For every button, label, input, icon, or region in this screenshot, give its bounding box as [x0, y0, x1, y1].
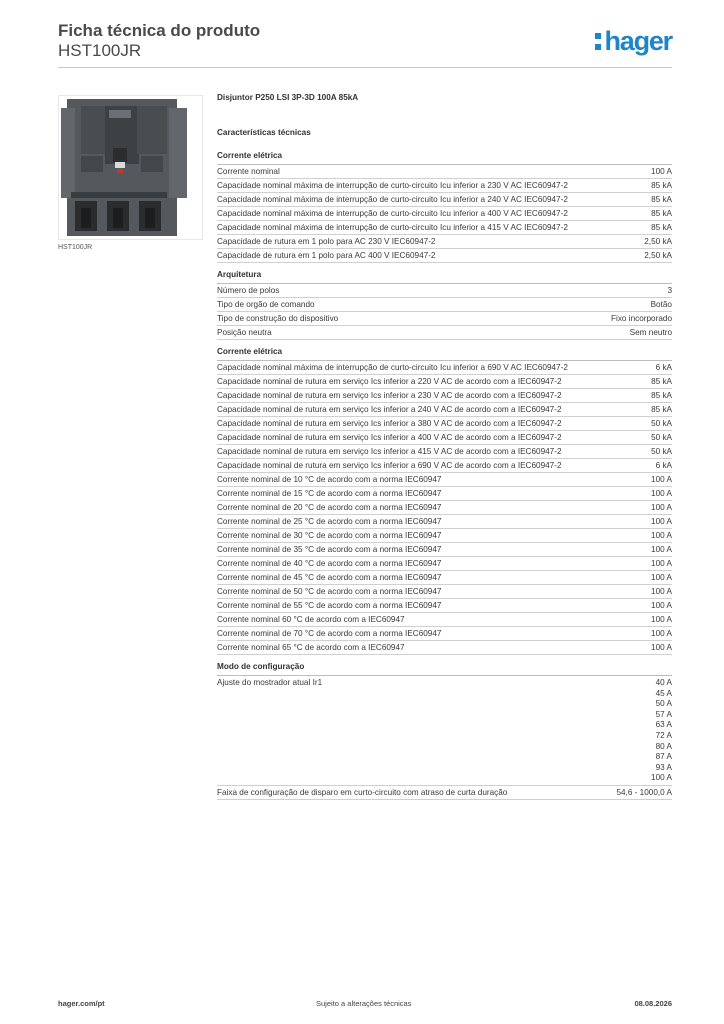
spec-label: Tipo de orgão de comando: [217, 300, 315, 309]
spec-value: Botão: [650, 300, 672, 309]
spec-value: 57 A: [655, 709, 672, 719]
spec-value: 50 kA: [651, 433, 672, 442]
spec-label: Corrente nominal de 25 °C de acordo com a norma IEC60947: [217, 517, 442, 526]
spec-value: Fixo incorporado: [611, 314, 672, 323]
spec-value: 40 A: [655, 678, 672, 687]
spec-label: Corrente nominal de 50 °C de acordo com a norma IEC60947: [217, 587, 442, 596]
spec-value: 2,50 kA: [644, 237, 672, 246]
page-header: [58, 20, 672, 72]
spec-row: [217, 459, 672, 473]
spec-label: Capacidade nominal de rutura em serviço Ics inferior a 690 V AC de acordo com a IEC60947-2: [217, 461, 562, 470]
spec-row: [217, 165, 672, 179]
spec-value: 100 A: [651, 643, 672, 652]
spec-value: 100 A: [651, 489, 672, 498]
spec-value: 85 kA: [651, 405, 672, 414]
spec-row: [217, 417, 672, 431]
spec-group: [217, 662, 672, 800]
spec-value: 85 kA: [651, 209, 672, 218]
spec-label: Corrente nominal de 40 °C de acordo com a norma IEC60947: [217, 559, 442, 568]
spec-value: 50 A: [655, 699, 672, 709]
spec-groups: [217, 151, 672, 800]
spec-value: 100 A: [651, 517, 672, 526]
spec-label: Corrente nominal de 70 °C de acordo com a norma IEC60947: [217, 629, 442, 638]
group-title: Arquitetura: [217, 270, 672, 284]
product-reference: HST100JR: [58, 41, 142, 60]
spec-value: 54,6 - 1000,0 A: [616, 787, 672, 797]
spec-label: Corrente nominal de 55 °C de acordo com a norma IEC60947: [217, 601, 442, 610]
footer-date: 08.08.2026: [634, 999, 672, 1008]
spec-value: 3: [667, 286, 672, 295]
spec-row: [217, 515, 672, 529]
spec-value: 85 kA: [651, 223, 672, 232]
spec-label: Capacidade nominal máxima de interrupção de curto-circuito Icu inferior a 415 V AC IEC60947-2: [217, 223, 568, 232]
spec-row: [217, 641, 672, 655]
spec-label: Capacidade nominal de rutura em serviço Ics inferior a 400 V AC de acordo com a IEC60947-2: [217, 433, 562, 442]
product-image: [58, 95, 203, 240]
product-name: Disjuntor P250 LSI 3P-3D 100A 85kA: [217, 93, 359, 102]
spec-row: [217, 599, 672, 613]
spec-value: 100 A: [651, 559, 672, 568]
spec-label: Ajuste do mostrador atual Ir1: [217, 678, 323, 687]
spec-label: Capacidade nominal de rutura em serviço Ics inferior a 415 V AC de acordo com a IEC60947-2: [217, 447, 562, 456]
spec-row: [217, 221, 672, 235]
spec-value: 100 A: [651, 587, 672, 596]
spec-value: 85 kA: [651, 391, 672, 400]
spec-row: [217, 571, 672, 585]
spec-value: 100 A: [651, 531, 672, 540]
spec-row: [217, 375, 672, 389]
spec-value-list: [651, 678, 672, 784]
spec-row: [217, 585, 672, 599]
spec-value: 93 A: [655, 762, 672, 772]
spec-value: 100 A: [651, 573, 672, 582]
spec-label: Corrente nominal de 45 °C de acordo com a norma IEC60947: [217, 573, 442, 582]
spec-row: [217, 207, 672, 221]
spec-row: [217, 445, 672, 459]
footer-disclaimer: Sujeito a alterações técnicas: [316, 999, 412, 1008]
spec-value: 85 kA: [651, 195, 672, 204]
spec-label: Capacidade de rutura em 1 polo para AC 400 V IEC60947-2: [217, 251, 436, 260]
spec-row: [217, 193, 672, 207]
spec-row: [217, 543, 672, 557]
spec-value: 100 A: [651, 773, 672, 783]
spec-label: Capacidade nominal máxima de interrupção de curto-circuito Icu inferior a 230 V AC IEC60947-2: [217, 181, 568, 190]
spec-row: [217, 361, 672, 375]
spec-row: [217, 613, 672, 627]
spec-row: [217, 312, 672, 326]
spec-value: 50 kA: [651, 447, 672, 456]
spec-value: 100 A: [651, 601, 672, 610]
logo-text: hager: [604, 26, 672, 56]
spec-value: 100 A: [651, 503, 672, 512]
spec-value: 100 A: [651, 629, 672, 638]
image-caption: HST100JR: [58, 244, 93, 251]
spec-label: Corrente nominal de 30 °C de acordo com a norma IEC60947: [217, 531, 442, 540]
spec-label: Capacidade nominal de rutura em serviço Ics inferior a 230 V AC de acordo com a IEC60947-2: [217, 391, 562, 400]
spec-row: [217, 249, 672, 263]
spec-row: [217, 326, 672, 340]
footer-website: hager.com/pt: [58, 999, 105, 1008]
page-title: Ficha técnica do produto: [58, 21, 261, 40]
spec-row: [217, 431, 672, 445]
spec-value: 45 A: [655, 688, 672, 698]
group-title: Corrente elétrica: [217, 151, 672, 165]
header-divider: [58, 67, 672, 68]
spec-value: Sem neutro: [629, 328, 672, 337]
spec-value: 63 A: [655, 720, 672, 730]
spec-row: [217, 529, 672, 543]
spec-label: Corrente nominal de 15 °C de acordo com a norma IEC60947: [217, 489, 442, 498]
spec-value: 85 kA: [651, 377, 672, 386]
spec-value: 80 A: [655, 741, 672, 751]
spec-row: [217, 298, 672, 312]
group-title: Modo de configuração: [217, 662, 672, 676]
spec-row: [217, 179, 672, 193]
spec-label: Corrente nominal de 10 °C de acordo com a norma IEC60947: [217, 475, 442, 484]
spec-group: [217, 347, 672, 655]
spec-value: 6 kA: [655, 363, 672, 372]
spec-label: Tipo de construção do dispositivo: [217, 314, 339, 323]
spec-row: [217, 473, 672, 487]
spec-label: Faixa de configuração de disparo em curto-circuito com atraso de curta duração: [217, 787, 508, 797]
spec-row: [217, 235, 672, 249]
spec-label: Capacidade nominal de rutura em serviço Ics inferior a 240 V AC de acordo com a IEC60947-2: [217, 405, 562, 414]
spec-row: [217, 284, 672, 298]
circuit-breaker-image: [59, 96, 202, 239]
spec-label: Capacidade nominal máxima de interrupção de curto-circuito Icu inferior a 400 V AC IEC60947-2: [217, 209, 568, 218]
spec-row: [217, 676, 672, 786]
spec-label: Capacidade nominal máxima de interrupção de curto-circuito Icu inferior a 240 V AC IEC60947-2: [217, 195, 568, 204]
spec-row: [217, 487, 672, 501]
spec-value: 85 kA: [651, 181, 672, 190]
spec-label: Corrente nominal 65 °C de acordo com a IEC60947: [217, 643, 405, 652]
spec-group: [217, 270, 672, 340]
spec-label: Corrente nominal: [217, 167, 280, 176]
spec-label: Posição neutra: [217, 328, 272, 337]
spec-label: Capacidade nominal de rutura em serviço Ics inferior a 380 V AC de acordo com a IEC60947-2: [217, 419, 562, 428]
spec-value: 100 A: [651, 545, 672, 554]
spec-value: 100 A: [651, 475, 672, 484]
spec-row: [217, 786, 672, 800]
spec-row: [217, 389, 672, 403]
spec-label: Corrente nominal 60 °C de acordo com a IEC60947: [217, 615, 405, 624]
spec-label: Corrente nominal de 20 °C de acordo com a norma IEC60947: [217, 503, 442, 512]
spec-row: [217, 403, 672, 417]
spec-label: Capacidade nominal de rutura em serviço Ics inferior a 220 V AC de acordo com a IEC60947-2: [217, 377, 562, 386]
spec-value: 6 kA: [655, 461, 672, 470]
spec-value: 100 A: [651, 167, 672, 176]
spec-label: Corrente nominal de 35 °C de acordo com a norma IEC60947: [217, 545, 442, 554]
hager-logo: [595, 26, 672, 57]
spec-label: Capacidade de rutura em 1 polo para AC 230 V IEC60947-2: [217, 237, 436, 246]
section-title: Características técnicas: [217, 128, 311, 137]
spec-value: 50 kA: [651, 419, 672, 428]
spec-group: [217, 151, 672, 263]
spec-row: [217, 627, 672, 641]
spec-value: 72 A: [655, 730, 672, 740]
group-title: Corrente elétrica: [217, 347, 672, 361]
spec-content: [217, 93, 672, 800]
spec-row: [217, 557, 672, 571]
spec-value: 100 A: [651, 615, 672, 624]
spec-label: Capacidade nominal máxima de interrupção de curto-circuito Icu inferior a 690 V AC IEC60947-2: [217, 363, 568, 372]
spec-label: Número de polos: [217, 286, 280, 295]
spec-value: 2,50 kA: [644, 251, 672, 260]
spec-value: 87 A: [655, 752, 672, 762]
spec-row: [217, 501, 672, 515]
